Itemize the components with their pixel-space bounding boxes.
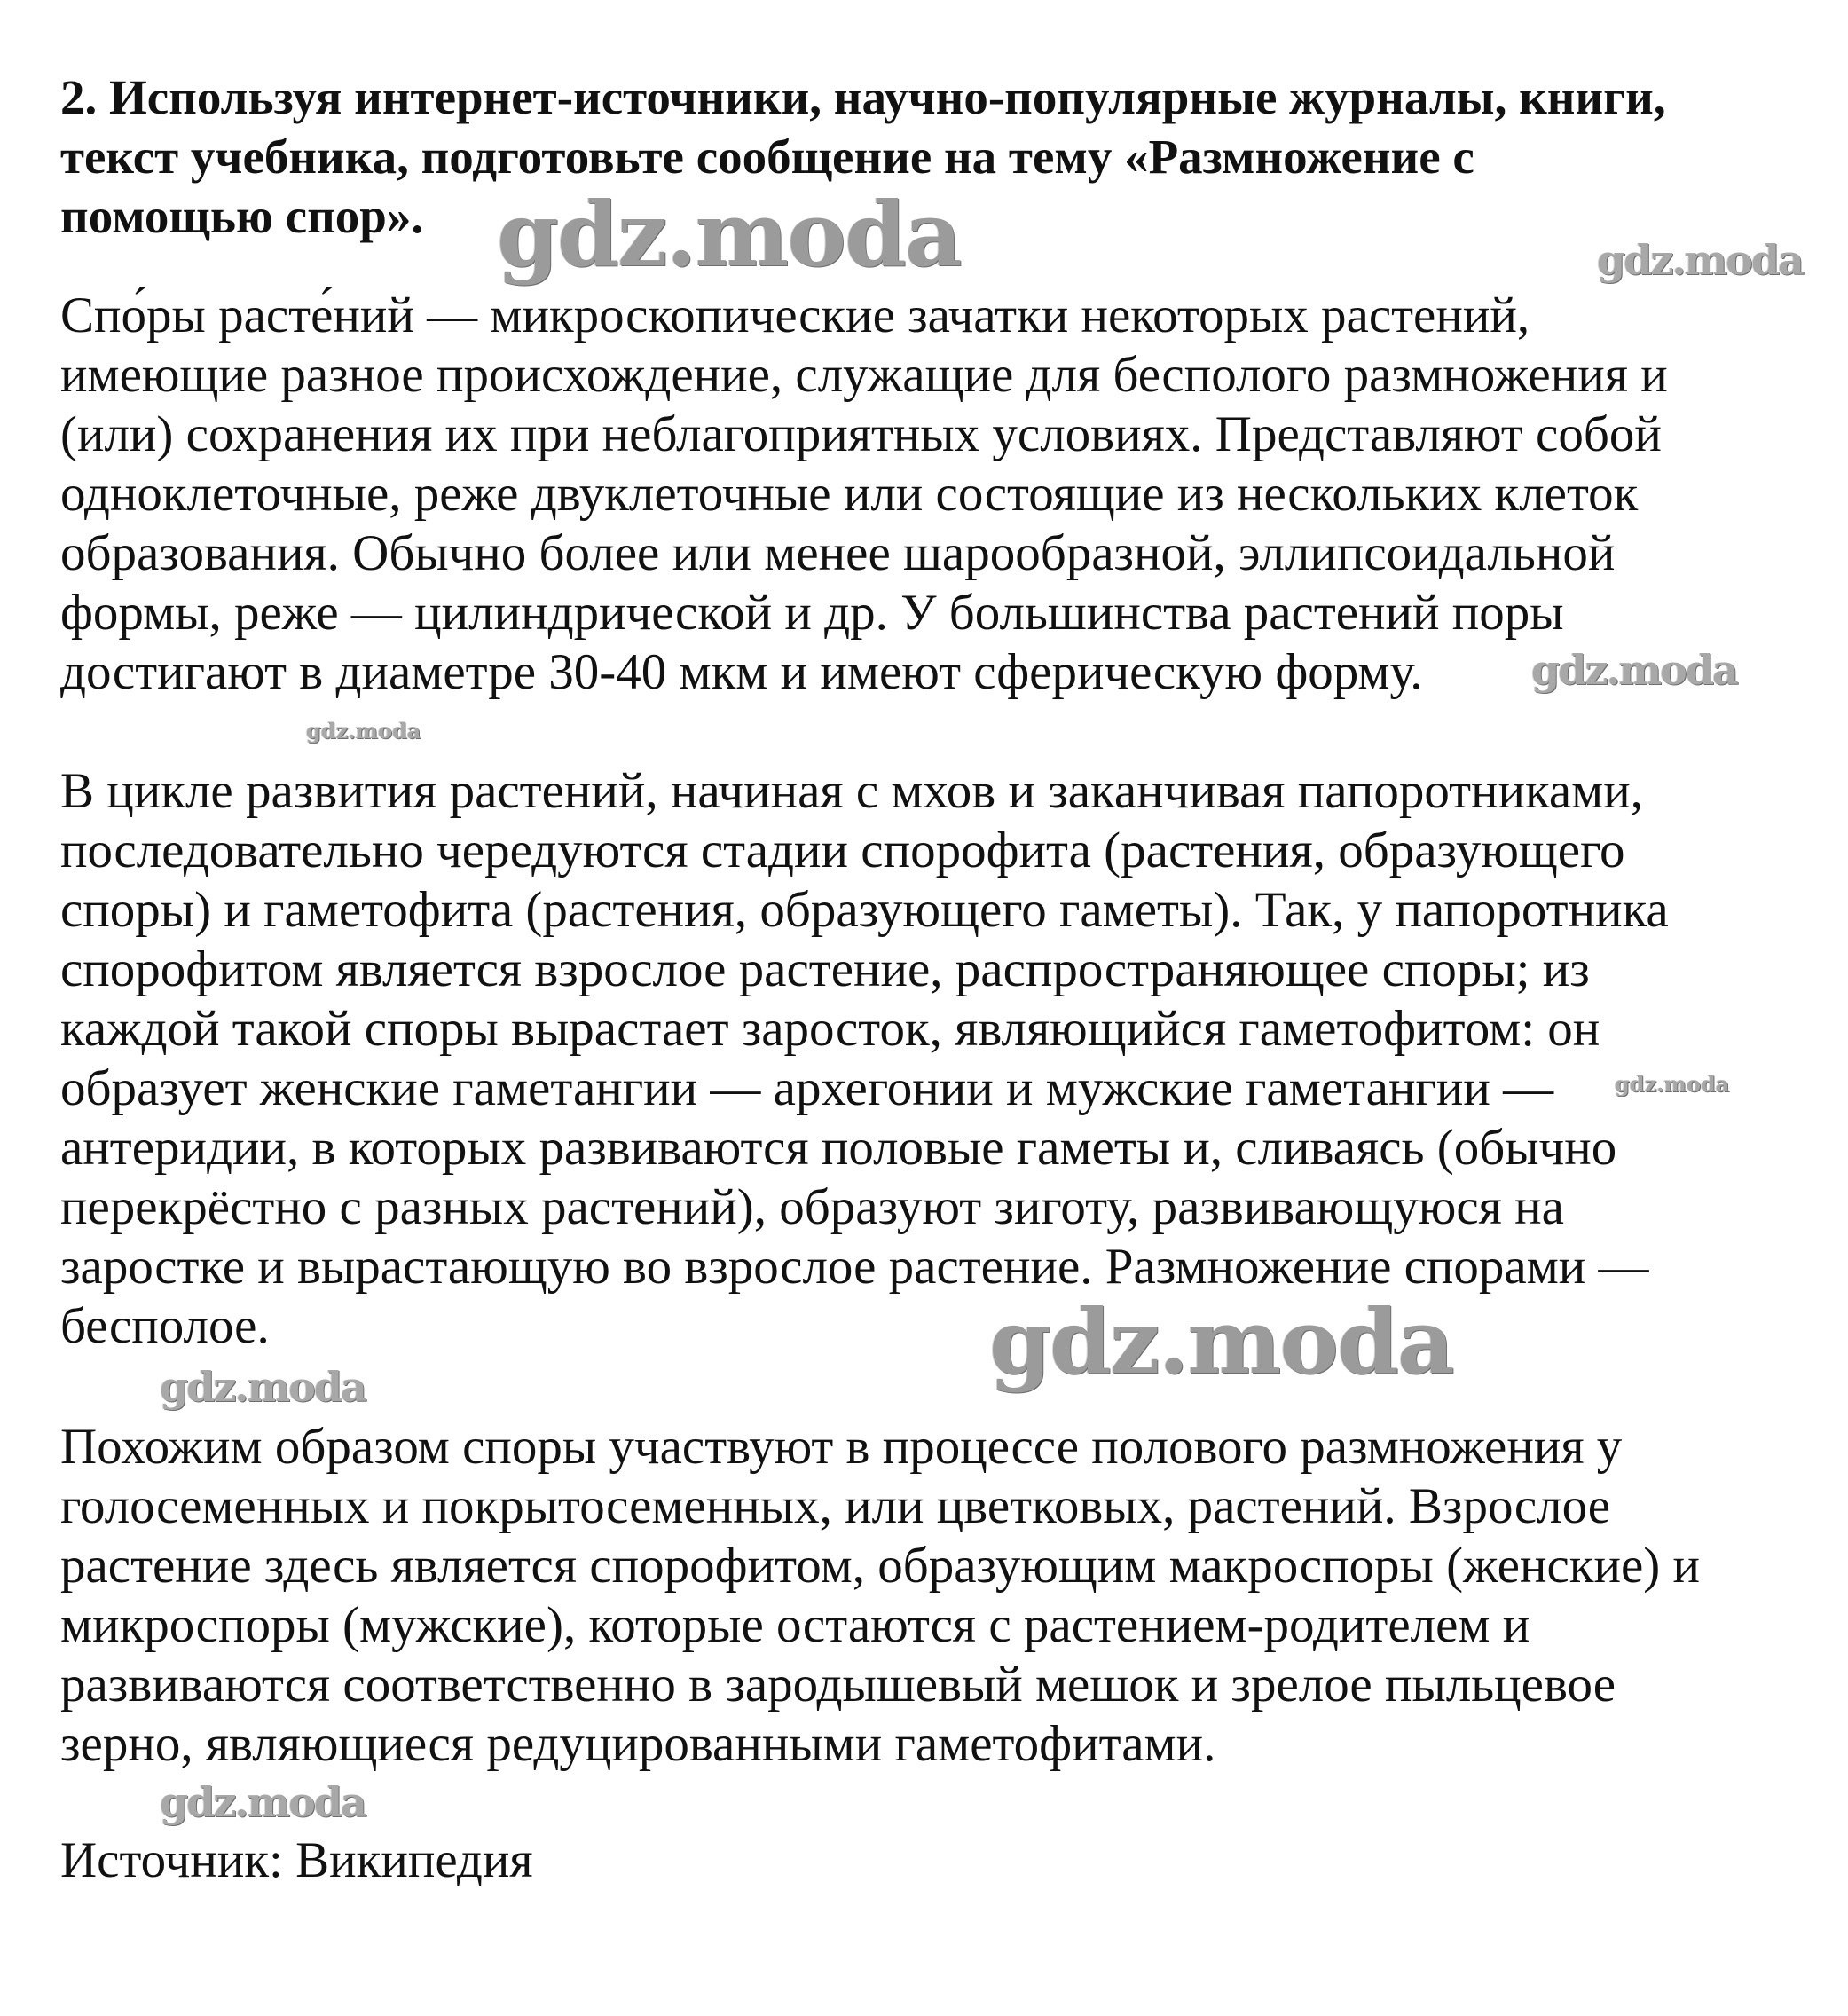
text-line: голосеменных и покрытосеменных, или цветковых, растений. Взрослое [60,1478,1611,1534]
heading-line: текст учебника, подготовьте сообщение на тему «Размножение с [60,130,1474,184]
text-line: микроспоры (мужские), которые остаются с растением-родителем и [60,1597,1530,1653]
watermark: gdz.moda [1597,236,1803,284]
text-line: каждой такой споры вырастает заросток, являющийся гаметофитом: он [60,1001,1600,1057]
text-line: Похожим образом споры участвуют в процессе полового размножения у [60,1419,1623,1475]
text-line: достигают в диаметре 30-40 мкм и имеют сферическую форму. [60,644,1423,700]
text-line: одноклеточные, реже двуклеточные или состоящие из нескольких клеток [60,466,1639,522]
text-line: формы, реже — цилиндрической и др. У большинства растений поры [60,585,1564,641]
text-line: (или) сохранения их при неблагоприятных условиях. Представляют собой [60,406,1662,462]
text-line: развиваются соответственно в зародышевый мешок и зрелое пыльцевое [60,1657,1616,1713]
watermark: gdz.moda [1615,1071,1730,1097]
watermark: gdz.moda [497,182,961,287]
watermark: gdz.moda [160,1363,366,1411]
paragraph-spores-definition [60,286,1668,702]
text-line: антеридии, в которых развиваются половые гаметы и, сливаясь (обычно [60,1120,1617,1176]
text-line: бесполое. [60,1298,270,1354]
watermark: gdz.moda [989,1289,1453,1394]
heading-line: 2. Используя интернет-источники, научно-популярные журналы, книги, [60,70,1666,124]
text-line: образует женские гаметангии — архегонии и мужские гаметангии — [60,1060,1554,1116]
paragraph-seed-plants [60,1417,1700,1774]
source-note: Источник: Википедия [60,1832,533,1888]
paragraph-life-cycle [60,761,1669,1356]
text-line: последовательно чередуются стадии спорофита (растения, образующего [60,823,1625,878]
text-line: образования. Обычно более или менее шарообразной, эллипсоидальной [60,525,1616,581]
text-line: заростке и вырастающую во взрослое растение. Размножение спорами — [60,1239,1649,1295]
watermark: gdz.moda [1531,646,1737,694]
text-line: имеющие разное происхождение, служащие для бесполого размножения и [60,347,1668,403]
watermark: gdz.moda [306,718,421,744]
text-line: В цикле развития растений, начиная с мхов и заканчивая папоротниками, [60,763,1643,819]
text-line: Спо́ры расте́ний — микроскопические зачатки некоторых растений, [60,287,1530,343]
text-line: споры) и гаметофита (растения, образующего гаметы). Так, у папоротника [60,882,1669,938]
text-line: перекрёстно с разных растений), образуют зиготу, развивающуюся на [60,1179,1564,1235]
text-line: растение здесь является спорофитом, образующим макроспоры (женские) и [60,1538,1701,1594]
text-line: спорофитом является взрослое растение, распространяющее споры; из [60,941,1590,997]
watermark: gdz.moda [160,1778,366,1826]
heading-line: помощью спор». [60,189,424,243]
text-line: зерно, являющиеся редуцированными гаметофитами. [60,1716,1216,1772]
